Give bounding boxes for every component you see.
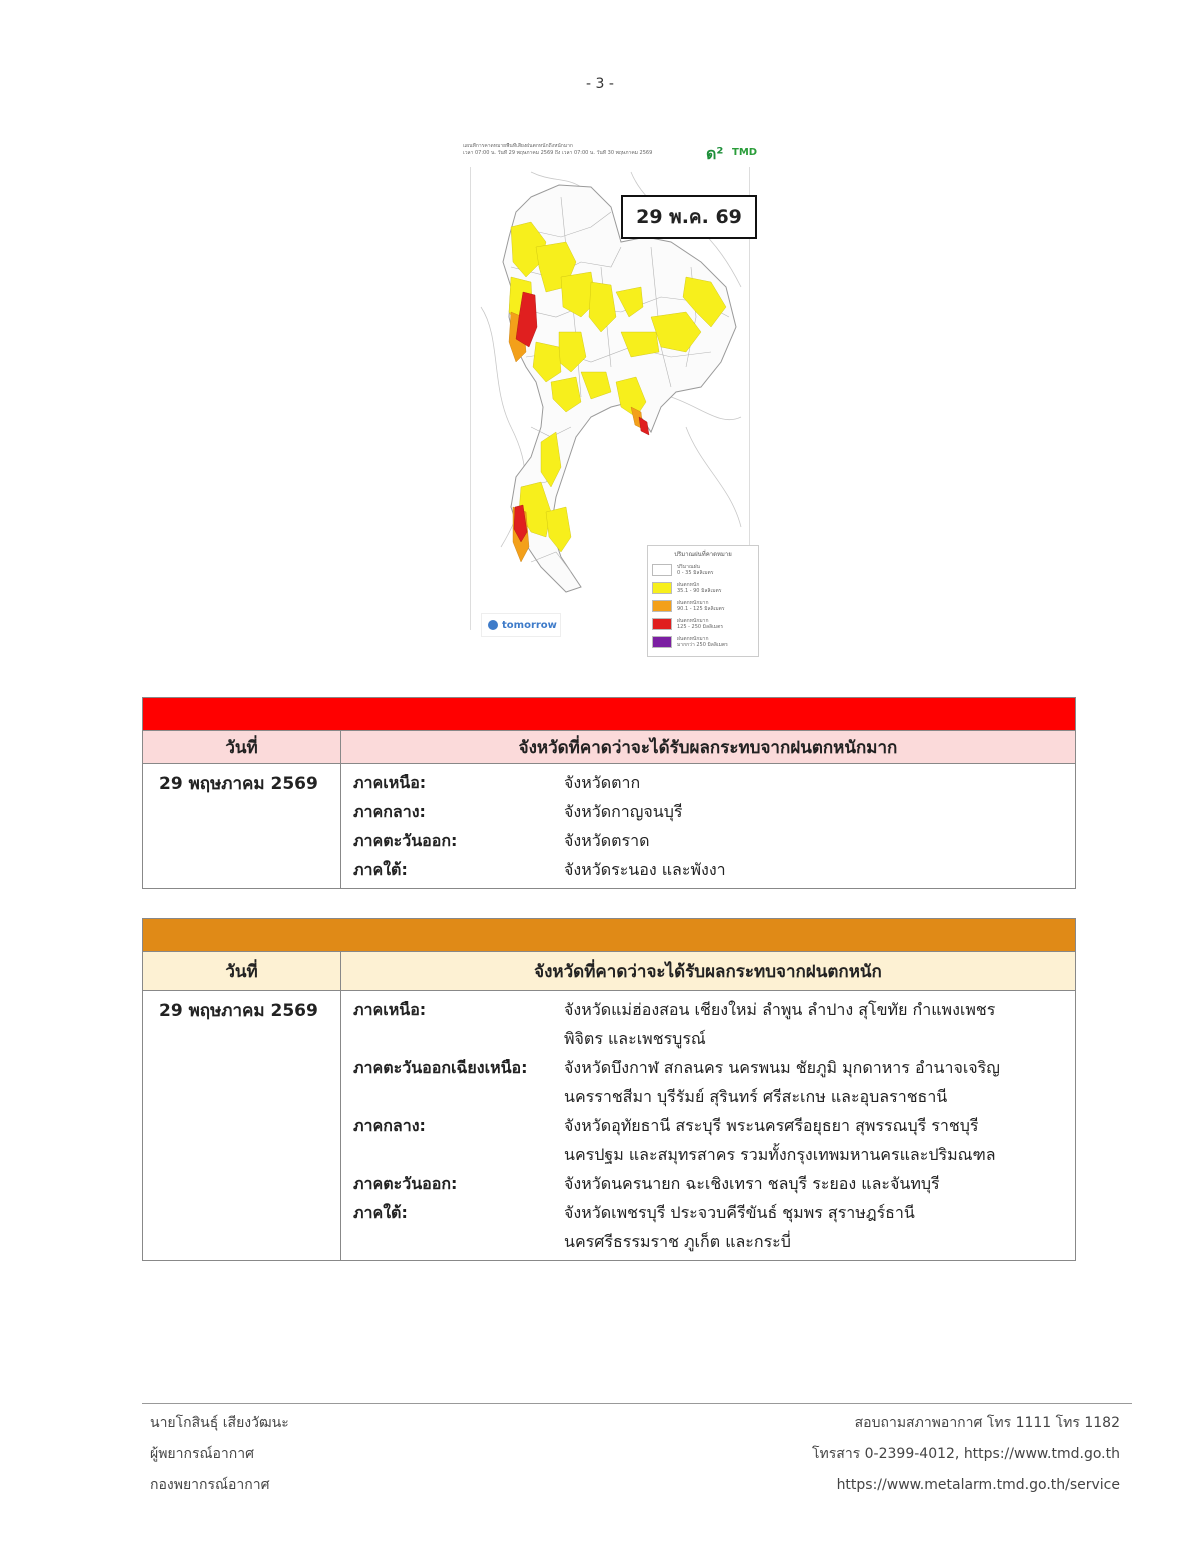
legend-item: [648, 633, 758, 651]
legend-range: 90.1 - 125 มิลลิเมตร: [677, 606, 725, 612]
legend-item: [648, 579, 758, 597]
region-name: ภาคเหนือ:: [353, 773, 427, 792]
region-row-east: [353, 826, 1075, 855]
province-list: จังหวัดระนอง และพังงา: [564, 860, 726, 879]
legend-swatch: [652, 600, 672, 612]
tomorrow-logo-icon: [488, 620, 498, 630]
region-name: ภาคใต้:: [353, 860, 408, 879]
forecaster-info: [150, 1408, 289, 1501]
legend-swatch: [652, 582, 672, 594]
rain-forecast-map: [460, 140, 760, 648]
date-column-header: วันที่: [143, 952, 341, 990]
region-name: ภาคตะวันออก:: [353, 831, 458, 850]
legend-label: ฝนตกหนัก: [677, 582, 700, 588]
region-row-northeast: [353, 1053, 1075, 1111]
legend-label: ฝนตกหนักมาก: [677, 618, 709, 624]
province-list: จังหวัดบึงกาฬ สกลนคร นครพนม ชัยภูมิ มุกดาหาร อำนาจเจริญ: [564, 1058, 1000, 1077]
region-row-north: [353, 768, 1075, 797]
province-list: จังหวัดตราด: [564, 831, 650, 850]
contact-phone: สอบถามสภาพอากาศ โทร 1111 โทร 1182: [854, 1415, 1120, 1431]
forecaster-title: ผู้พยากรณ์อากาศ: [150, 1446, 254, 1462]
province-list: จังหวัดกาญจนบุรี: [564, 802, 683, 821]
legend-swatch: [652, 636, 672, 648]
legend-range: มากกว่า 250 มิลลิเมตร: [677, 642, 728, 648]
region-name: ภาคเหนือ:: [353, 1000, 427, 1019]
legend-swatch: [652, 618, 672, 630]
province-list: จังหวัดแม่ฮ่องสอน เชียงใหม่ ลำพูน ลำปาง สุโขทัย กำแพงเพชร: [564, 1000, 996, 1019]
legend-range: 0 - 35 มิลลิเมตร: [677, 570, 714, 576]
provinces-column-header: จังหวัดที่คาดว่าจะได้รับผลกระทบจากฝนตกหนัก: [534, 961, 882, 982]
tomorrow-logo-text: tomorrow: [502, 619, 557, 631]
forecaster-name: นายโกสินธุ์ เสียงวัฒนะ: [150, 1415, 289, 1431]
forecast-date: 29 พฤษภาคม 2569: [143, 991, 341, 1260]
region-name: ภาคกลาง:: [353, 1116, 426, 1135]
tomorrow-logo: [481, 613, 561, 637]
legend-label: ปริมาณฝน: [677, 564, 700, 570]
legend-range: 35.1 - 90 มิลลิเมตร: [677, 588, 722, 594]
warning-level-bar: [143, 919, 1075, 952]
page-number: - 3 -: [586, 76, 614, 92]
province-list: จังหวัดตาก: [564, 773, 641, 792]
province-list: จังหวัดเพชรบุรี ประจวบคีรีขันธ์ ชุมพร สุราษฎร์ธานี: [564, 1203, 915, 1222]
legend-swatch: [652, 564, 672, 576]
region-name: ภาคกลาง:: [353, 802, 426, 821]
logo-icon: ด²: [706, 144, 724, 163]
warning-level-bar: [143, 698, 1075, 731]
contact-info: [680, 1408, 1120, 1501]
province-list: จังหวัดอุทัยธานี สระบุรี พระนครศรีอยุธยา สุพรรณบุรี ราชบุรี: [564, 1116, 979, 1135]
province-list: นครปฐม และสมุทรสาคร รวมทั้งกรุงเทพมหานครและปริมณฑล: [564, 1145, 996, 1164]
legend-label: ฝนตกหนักมาก: [677, 636, 709, 642]
date-column-header: วันที่: [143, 731, 341, 763]
map-header-period: เวลา 07:00 น. วันที่ 29 พฤษภาคม 2569 ถึง เวลา 07:00 น. วันที่ 30 พฤษภาคม 2569: [463, 150, 653, 156]
legend-range: 125 - 250 มิลลิเมตร: [677, 624, 724, 630]
region-row-north: [353, 995, 1075, 1053]
footer-divider: [142, 1403, 1132, 1404]
very-heavy-rain-table: [142, 697, 1076, 889]
region-name: ภาคตะวันออก:: [353, 1174, 458, 1193]
legend-item: [648, 561, 758, 579]
region-row-east: [353, 1169, 1075, 1198]
region-row-south: [353, 855, 1075, 884]
region-row-central: [353, 797, 1075, 826]
table-row: [143, 764, 1075, 888]
table-header-row: [143, 731, 1075, 764]
forecaster-division: กองพยากรณ์อากาศ: [150, 1477, 270, 1493]
map-panel: [470, 167, 750, 648]
contact-fax-website[interactable]: โทรสาร 0-2399-4012, https://www.tmd.go.th: [812, 1446, 1120, 1462]
map-legend: [647, 545, 759, 657]
tmd-logo: TMD: [732, 147, 758, 158]
legend-item: [648, 597, 758, 615]
province-list: จังหวัดนครนายก ฉะเชิงเทรา ชลบุรี ระยอง และจันทบุรี: [564, 1174, 940, 1193]
region-row-south: [353, 1198, 1075, 1256]
region-list: [341, 991, 1075, 1260]
map-header-title: แผนที่การคาดหมายพื้นที่เสี่ยงฝนตกหนักถึงหนักมาก: [463, 143, 573, 149]
legend-title: ปริมาณฝนที่คาดหมาย: [674, 551, 732, 558]
service-link[interactable]: https://www.metalarm.tmd.go.th/service: [836, 1477, 1120, 1493]
map-date-label: 29 พ.ค. 69: [621, 195, 757, 239]
legend-label: ฝนตกหนักมาก: [677, 600, 709, 606]
map-header: [463, 143, 693, 157]
province-list: นครราชสีมา บุรีรัมย์ สุรินทร์ ศรีสะเกษ และอุบลราชธานี: [564, 1087, 948, 1106]
heavy-rain-table: [142, 918, 1076, 1261]
provinces-column-header: จังหวัดที่คาดว่าจะได้รับผลกระทบจากฝนตกหนักมาก: [518, 737, 898, 758]
province-list: นครศรีธรรมราช ภูเก็ต และกระบี่: [564, 1232, 791, 1251]
forecast-date: 29 พฤษภาคม 2569: [143, 764, 341, 888]
table-header-row: [143, 952, 1075, 991]
region-name: ภาคใต้:: [353, 1203, 408, 1222]
region-row-central: [353, 1111, 1075, 1169]
legend-item: [648, 615, 758, 633]
region-list: [341, 764, 1075, 888]
province-list: พิจิตร และเพชรบูรณ์: [564, 1029, 706, 1048]
table-row: [143, 991, 1075, 1260]
region-name: ภาคตะวันออกเฉียงเหนือ:: [353, 1058, 528, 1077]
